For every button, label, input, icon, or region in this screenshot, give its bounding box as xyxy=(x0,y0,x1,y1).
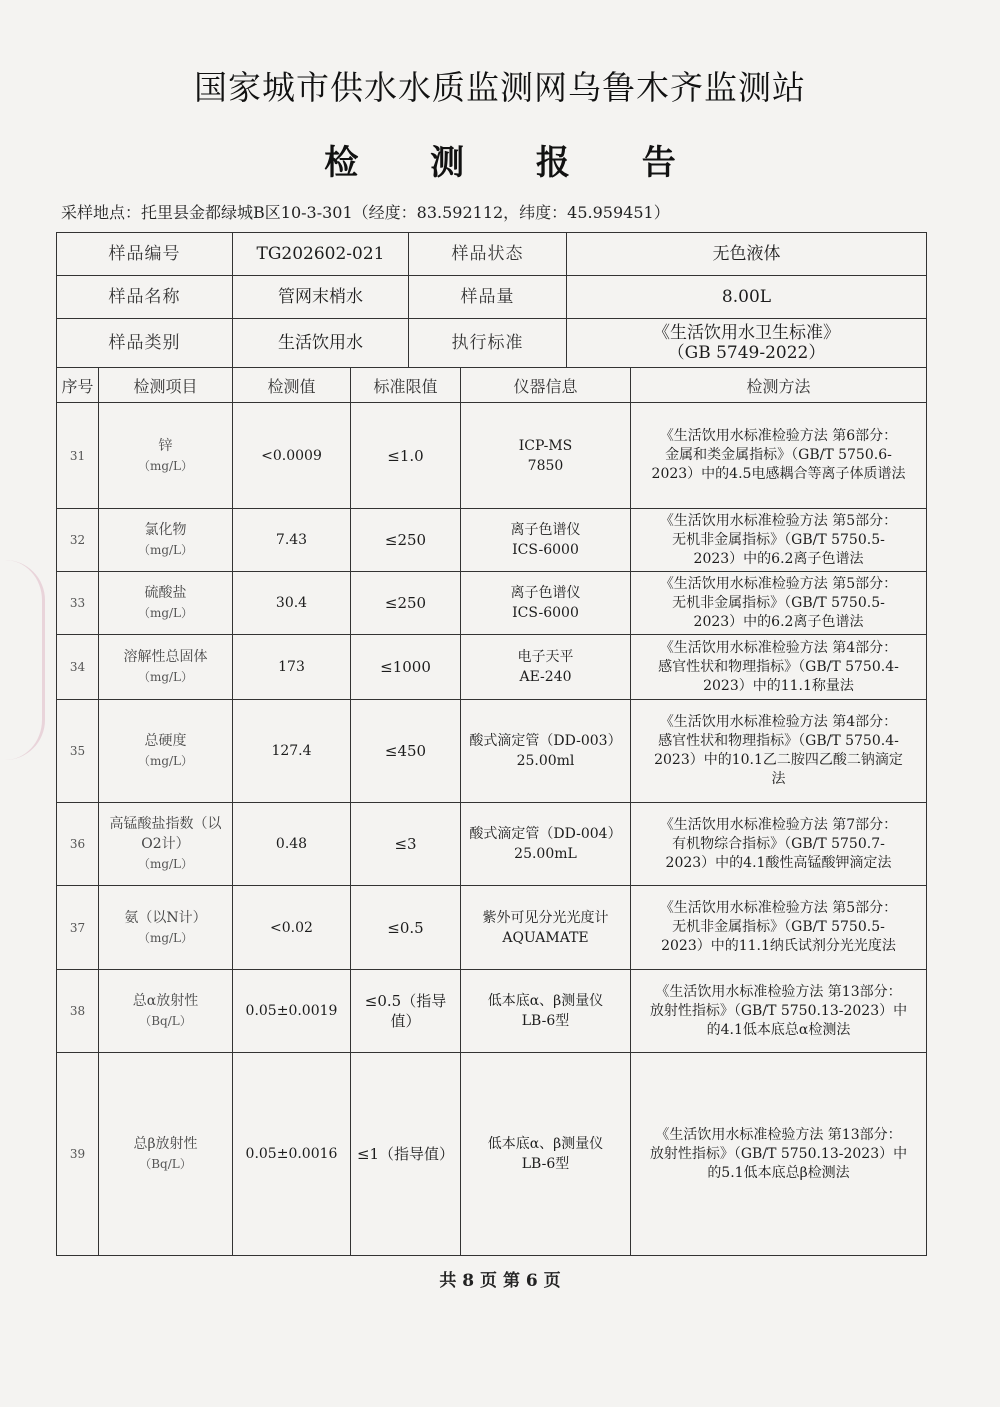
item-unit: （mg/L） xyxy=(137,606,194,620)
method-line: 无机非金属指标》（GB/T 5750.5- xyxy=(672,594,885,611)
instrument-line: 25.00ml xyxy=(516,753,575,769)
method-line: 无机非金属指标》（GB/T 5750.5- xyxy=(672,531,885,548)
page-number: 共 8 页 第 6 页 xyxy=(439,1271,561,1291)
instrument-line: 低本底α、β测量仪 xyxy=(487,993,604,1009)
row-item xyxy=(99,803,233,886)
method-line: 《生活饮用水标准检验方法 第5部分： xyxy=(659,512,898,529)
table-row xyxy=(57,572,927,635)
row-item xyxy=(99,635,233,700)
method-line: 感官性状和物理指标》（GB/T 5750.4- xyxy=(658,658,899,675)
organization-title: 国家城市供水水质监测网乌鲁木齐监测站 xyxy=(194,68,806,107)
row-value: 173 xyxy=(233,635,351,700)
row-method xyxy=(631,700,927,803)
item-unit: （mg/L） xyxy=(137,930,194,945)
row-limit: ≤1（指导值） xyxy=(351,1053,461,1256)
row-method xyxy=(631,970,927,1053)
instrument-line: 酸式滴定管（DD-004） xyxy=(469,826,622,842)
method-line: 法 xyxy=(771,771,786,787)
results-header-row xyxy=(57,368,927,403)
info-row xyxy=(57,276,927,319)
method-line: 的4.1低本底总α检测法 xyxy=(706,1021,851,1038)
method-line: 2023）中的4.1酸性高锰酸钾滴定法 xyxy=(665,854,892,871)
sample-state-label: 样品状态 xyxy=(409,233,567,276)
method-line: 《生活饮用水标准检验方法 第4部分： xyxy=(659,714,898,730)
row-value: <0.02 xyxy=(233,886,351,970)
row-instrument xyxy=(461,803,631,886)
row-item xyxy=(99,572,233,635)
row-instrument xyxy=(461,572,631,635)
instrument-line: ICS-6000 xyxy=(512,542,579,558)
sample-type-label: 样品类别 xyxy=(57,319,233,368)
col-header-value: 检测值 xyxy=(233,368,351,403)
item-unit: （mg/L） xyxy=(137,754,194,768)
row-value: 0.48 xyxy=(233,803,351,886)
instrument-line: ICS-6000 xyxy=(512,605,579,621)
row-seq: 36 xyxy=(57,803,99,886)
row-limit: ≤0.5 xyxy=(351,886,461,970)
row-method xyxy=(631,803,927,886)
instrument-line: 紫外可见分光光度计 xyxy=(482,909,609,926)
instrument-line: AQUAMATE xyxy=(502,929,589,946)
row-seq: 32 xyxy=(57,509,99,572)
row-limit: ≤1000 xyxy=(351,635,461,700)
row-instrument xyxy=(461,509,631,572)
standard-label: 执行标准 xyxy=(409,319,567,368)
item-name: 氯化物 xyxy=(144,522,187,538)
row-method xyxy=(631,635,927,700)
method-line: 《生活饮用水标准检验方法 第6部分： xyxy=(659,428,898,444)
results-table xyxy=(56,367,927,1256)
standard-value xyxy=(567,319,927,368)
method-line: 无机非金属指标》（GB/T 5750.5- xyxy=(672,919,885,935)
row-limit: ≤3 xyxy=(351,803,461,886)
standard-line: 《生活饮用水卫生标准》 xyxy=(653,323,840,343)
instrument-line: 离子色谱仪 xyxy=(510,585,581,601)
method-line: 的5.1低本底总β检测法 xyxy=(707,1164,850,1181)
table-row xyxy=(57,403,927,509)
row-limit: ≤0.5（指导值） xyxy=(351,970,461,1053)
sample-no-label: 样品编号 xyxy=(57,233,233,276)
info-row xyxy=(57,233,927,276)
row-instrument xyxy=(461,700,631,803)
row-item xyxy=(99,886,233,970)
item-name: 总β放射性 xyxy=(133,1136,198,1152)
table-row xyxy=(57,700,927,803)
sample-qty-value: 8.00L xyxy=(567,276,927,319)
item-unit: （mg/L） xyxy=(137,458,194,473)
instrument-line: AE-240 xyxy=(519,669,572,685)
method-line: 2023）中的11.1纳氏试剂分光光度法 xyxy=(661,938,896,954)
sample-qty-label: 样品量 xyxy=(409,276,567,319)
item-unit: （Bq/L） xyxy=(139,1014,192,1028)
method-line: 2023）中的11.1称量法 xyxy=(703,677,854,694)
row-limit: ≤250 xyxy=(351,509,461,572)
item-name: 高锰酸盐指数（以O2计） xyxy=(109,816,222,852)
item-name: 氨（以N计） xyxy=(124,909,207,926)
row-limit: ≤1.0 xyxy=(351,403,461,509)
instrument-line: 离子色谱仪 xyxy=(510,522,581,538)
instrument-line: 低本底α、β测量仪 xyxy=(487,1136,604,1152)
item-unit: （mg/L） xyxy=(137,543,194,557)
method-line: 2023）中的4.5电感耦合等离子体质谱法 xyxy=(651,466,906,482)
sample-name-label: 样品名称 xyxy=(57,276,233,319)
instrument-line: 25.00mL xyxy=(514,846,577,862)
instrument-line: 电子天平 xyxy=(517,649,574,665)
col-header-item: 检测项目 xyxy=(99,368,233,403)
row-item xyxy=(99,403,233,509)
row-seq: 39 xyxy=(57,1053,99,1256)
row-method xyxy=(631,1053,927,1256)
row-value: 0.05±0.0016 xyxy=(233,1053,351,1256)
row-instrument xyxy=(461,970,631,1053)
item-unit: （Bq/L） xyxy=(139,1157,192,1171)
item-name: 溶解性总固体 xyxy=(123,649,208,665)
row-method xyxy=(631,572,927,635)
stamp-mark xyxy=(0,560,45,760)
method-line: 有机物综合指标》（GB/T 5750.7- xyxy=(672,835,885,852)
standard-line: （GB 5749-2022） xyxy=(667,343,826,363)
sampling-location: 采样地点：托里县金都绿城B区10-3-301（经度：83.592112，纬度：45.959451） xyxy=(61,203,670,222)
sample-name-value: 管网末梢水 xyxy=(233,276,409,319)
row-value: 30.4 xyxy=(233,572,351,635)
method-line: 《生活饮用水标准检验方法 第7部分： xyxy=(659,816,898,833)
row-instrument xyxy=(461,1053,631,1256)
row-instrument xyxy=(461,886,631,970)
item-name: 总α放射性 xyxy=(132,993,199,1009)
row-value: 0.05±0.0019 xyxy=(233,970,351,1053)
table-row xyxy=(57,970,927,1053)
instrument-line: 7850 xyxy=(527,457,564,474)
row-seq: 35 xyxy=(57,700,99,803)
item-name: 锌 xyxy=(158,437,173,454)
instrument-line: LB-6型 xyxy=(521,1156,570,1172)
table-row xyxy=(57,509,927,572)
sample-info-table xyxy=(56,232,927,368)
item-unit: （mg/L） xyxy=(137,670,194,684)
sample-state-value: 无色液体 xyxy=(567,233,927,276)
instrument-line: 酸式滴定管（DD-003） xyxy=(469,733,622,749)
method-line: 《生活饮用水标准检验方法 第13部分： xyxy=(655,1126,902,1143)
row-limit: ≤450 xyxy=(351,700,461,803)
row-method xyxy=(631,509,927,572)
row-value: <0.0009 xyxy=(233,403,351,509)
row-instrument xyxy=(461,635,631,700)
col-header-method: 检测方法 xyxy=(631,368,927,403)
method-line: 《生活饮用水标准检验方法 第13部分： xyxy=(655,983,902,1000)
method-line: 2023）中的10.1乙二胺四乙酸二钠滴定 xyxy=(654,752,903,768)
row-item xyxy=(99,700,233,803)
row-item xyxy=(99,970,233,1053)
method-line: 2023）中的6.2离子色谱法 xyxy=(693,550,864,567)
method-line: 金属和类金属指标》（GB/T 5750.6- xyxy=(665,447,892,463)
method-line: 《生活饮用水标准检验方法 第4部分： xyxy=(659,639,898,656)
row-seq: 37 xyxy=(57,886,99,970)
table-row xyxy=(57,635,927,700)
item-unit: （mg/L） xyxy=(137,857,194,871)
row-value: 7.43 xyxy=(233,509,351,572)
method-line: 放射性指标》（GB/T 5750.13-2023）中 xyxy=(649,1145,908,1162)
method-line: 放射性指标》（GB/T 5750.13-2023）中 xyxy=(649,1002,908,1019)
method-line: 2023）中的6.2离子色谱法 xyxy=(693,613,864,630)
instrument-line: ICP-MS xyxy=(518,437,573,454)
method-line: 《生活饮用水标准检验方法 第5部分： xyxy=(659,575,898,592)
table-row xyxy=(57,886,927,970)
table-row xyxy=(57,1053,927,1256)
row-seq: 31 xyxy=(57,403,99,509)
row-item xyxy=(99,1053,233,1256)
row-seq: 38 xyxy=(57,970,99,1053)
sample-type-value: 生活饮用水 xyxy=(233,319,409,368)
table-row xyxy=(57,803,927,886)
report-title: 检 测 报 告 xyxy=(324,143,706,183)
instrument-line: LB-6型 xyxy=(521,1013,570,1029)
row-item xyxy=(99,509,233,572)
row-method xyxy=(631,403,927,509)
row-method xyxy=(631,886,927,970)
info-row xyxy=(57,319,927,368)
row-limit: ≤250 xyxy=(351,572,461,635)
row-seq: 33 xyxy=(57,572,99,635)
item-name: 总硬度 xyxy=(144,733,187,749)
method-line: 感官性状和物理指标》（GB/T 5750.4- xyxy=(658,733,899,749)
row-seq: 34 xyxy=(57,635,99,700)
sample-no-value: TG202602-021 xyxy=(233,233,409,276)
row-value: 127.4 xyxy=(233,700,351,803)
col-header-instrument: 仪器信息 xyxy=(461,368,631,403)
item-name: 硫酸盐 xyxy=(144,585,187,601)
row-instrument xyxy=(461,403,631,509)
method-line: 《生活饮用水标准检验方法 第5部分： xyxy=(659,900,898,916)
col-header-seq: 序号 xyxy=(57,368,99,403)
col-header-limit: 标准限值 xyxy=(351,368,461,403)
